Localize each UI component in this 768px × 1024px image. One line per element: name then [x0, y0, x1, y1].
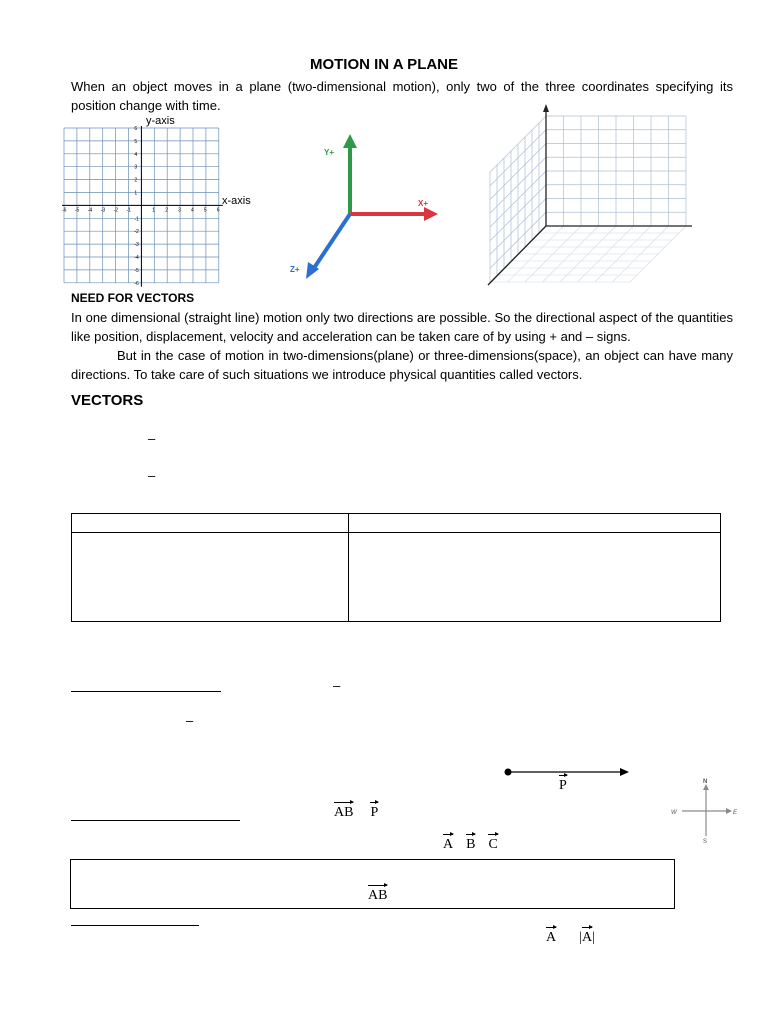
grid-tick-labels — [62, 126, 220, 287]
x-tick-label: -5 — [74, 207, 80, 214]
dash-mark: – — [148, 431, 156, 446]
x-axis-arrow — [350, 207, 438, 221]
y-plus-label: Y+ — [324, 148, 335, 157]
z-plus-label: Z+ — [290, 265, 300, 274]
intro-paragraph: When an object moves in a plane (two-dimensional motion), only two of the three coordinates specifying its position change with time. — [71, 79, 733, 113]
y-tick-label: 4 — [134, 151, 138, 158]
x-tick-label: -6 — [62, 207, 67, 214]
table-cell — [72, 533, 349, 622]
y-axis-label: y-axis — [146, 115, 175, 127]
x-tick-label: 6 — [216, 207, 220, 214]
x-tick-label: 5 — [203, 207, 207, 214]
x-tick-label: -3 — [100, 207, 106, 214]
compass-rose — [668, 772, 740, 848]
need-for-vectors-heading: NEED FOR VECTORS — [71, 291, 195, 305]
vectors-heading: VECTORS — [71, 392, 144, 409]
x-axis-label: x-axis — [222, 195, 251, 207]
blank-underline — [71, 820, 240, 821]
z-axis-arrow — [306, 214, 350, 279]
y-tick-label: -4 — [134, 255, 139, 261]
vector-b: B — [466, 837, 475, 853]
vector-p-label: P — [559, 778, 567, 794]
vector-ab: AB — [334, 805, 353, 821]
vector-p: P — [370, 805, 378, 821]
axis-arrowhead — [543, 104, 549, 112]
compass-n: N — [703, 779, 708, 785]
compass-w: W — [671, 810, 677, 816]
y-tick-label: -1 — [134, 216, 139, 223]
y-tick-label: -5 — [134, 267, 139, 274]
dash-mark: – — [333, 678, 341, 693]
x-tick-label: 2 — [165, 207, 168, 214]
table-header-cell — [72, 514, 349, 533]
y-tick-label: -6 — [134, 280, 139, 287]
3d-grid-figure — [480, 104, 700, 294]
x-plus-label: X+ — [418, 199, 429, 208]
vector-a: A — [443, 837, 453, 853]
y-tick-label: 1 — [134, 190, 138, 197]
page-title: MOTION IN A PLANE — [309, 56, 459, 73]
x-tick-label: -2 — [113, 207, 119, 214]
magnitude-a: | A| — [579, 930, 595, 945]
compass-e: E — [733, 810, 738, 816]
vector-a: A — [546, 930, 556, 946]
xyz-axes-figure — [280, 128, 450, 288]
y-axis-arrow — [343, 134, 357, 214]
notation-magnitude — [546, 930, 595, 946]
y-tick-label: -3 — [134, 242, 139, 249]
vector-c: C — [488, 837, 497, 853]
3d-grid-planes — [488, 104, 692, 285]
need-paragraph-1: In one dimensional (straight line) motion only two directions are possible. So the directional aspect of the quantities like position, displacement, velocity and acceleration can be taken care of by using + and – signs. — [71, 310, 733, 344]
comparison-table — [71, 513, 721, 622]
notation-abc — [443, 837, 498, 853]
blank-underline — [71, 925, 199, 926]
blank-underline — [71, 691, 221, 692]
grid-lines — [62, 126, 223, 287]
dash-mark: – — [148, 468, 156, 483]
table-header-cell — [349, 514, 721, 533]
compass-s: S — [703, 839, 708, 845]
box-vector-ab: AB — [368, 888, 387, 904]
need-paragraph-2: But in the case of motion in two-dimensions(plane) or three-dimensions(space), an object can have many directions. To take care of such situations we introduce physical quantities called vectors. — [71, 348, 733, 382]
x-tick-label: 4 — [191, 207, 194, 214]
table-cell — [349, 533, 721, 622]
y-tick-label: 2 — [134, 177, 138, 184]
x-tick-label: 1 — [152, 207, 156, 214]
cartesian-grid-figure — [60, 112, 230, 292]
x-tick-label: -4 — [87, 207, 93, 214]
y-tick-label: 5 — [134, 138, 138, 145]
vector-p-arrow — [502, 765, 634, 779]
x-tick-label: -1 — [126, 207, 131, 214]
notation-ab-p — [334, 805, 378, 821]
y-tick-label: -2 — [134, 229, 139, 236]
y-tick-label: 3 — [134, 164, 138, 171]
x-tick-label: 3 — [178, 207, 181, 214]
y-tick-label: 6 — [134, 126, 138, 132]
dash-mark: – — [186, 713, 194, 728]
